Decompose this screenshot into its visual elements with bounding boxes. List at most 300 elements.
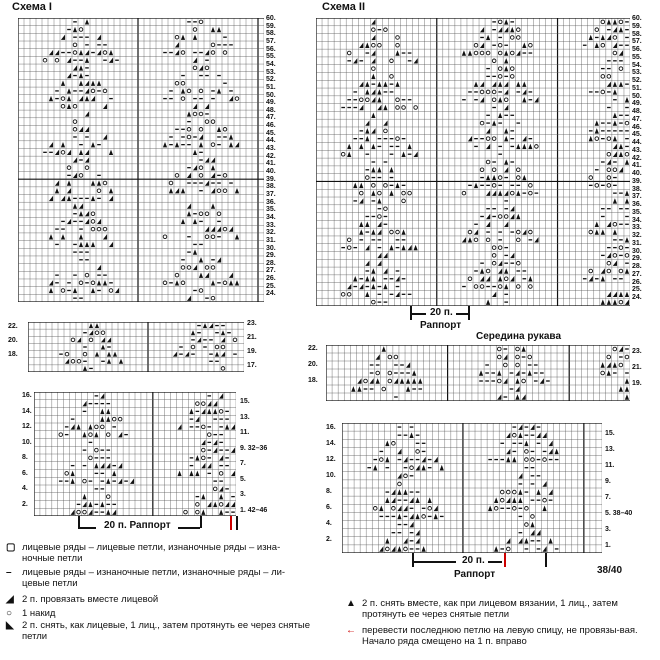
- stitch-symbol: [607, 176, 611, 180]
- stitch-symbol: [607, 299, 611, 304]
- stitch-symbol: [71, 478, 75, 483]
- stitch-symbol: [474, 81, 478, 86]
- stitch-symbol: [106, 409, 110, 414]
- stitch-symbol: [199, 65, 203, 70]
- stitch-symbol: [213, 487, 217, 491]
- stitch-symbol: [193, 219, 197, 224]
- stitch-symbol: [518, 538, 522, 544]
- stitch-symbol: [89, 330, 93, 335]
- stitch-symbol: [359, 191, 363, 195]
- stitch-symbol: [504, 128, 508, 133]
- row-number: 1. 42–46: [240, 506, 268, 514]
- stitch-symbol: [85, 242, 89, 247]
- stitch-symbol: [414, 245, 418, 250]
- stitch-symbol: [91, 96, 95, 101]
- stitch-symbol: [518, 432, 522, 438]
- stitch-symbol: [394, 355, 398, 359]
- stitch-symbol: [199, 127, 203, 131]
- stitch-symbol: [378, 191, 382, 195]
- stitch-symbol: [79, 65, 83, 70]
- row-number: 38.: [632, 185, 642, 193]
- stitch-symbol: [619, 144, 623, 149]
- stitch-symbol: [613, 299, 617, 304]
- stitch-symbol: [379, 458, 383, 462]
- stitch-symbol: [118, 432, 122, 437]
- stitch-symbol: [548, 489, 552, 495]
- stitch-symbol: [613, 362, 617, 368]
- stitch-symbol: [365, 245, 369, 250]
- stitch-symbol: [231, 471, 235, 476]
- stitch-symbol: [371, 167, 375, 172]
- stitch-symbol: [193, 265, 197, 270]
- stitch-symbol: [510, 51, 514, 55]
- stitch-symbol: [175, 273, 179, 277]
- stitch-symbol: [97, 81, 101, 86]
- stitch-symbol: [365, 222, 369, 227]
- stitch-symbol: [199, 112, 203, 116]
- stitch-symbol: [207, 463, 211, 468]
- stitch-symbol: [474, 43, 478, 47]
- stitch-symbol: [409, 522, 413, 528]
- stitch-symbol: [516, 168, 520, 172]
- stitch-symbol: [522, 379, 526, 383]
- stitch-symbol: [61, 35, 65, 40]
- stitch-symbol: [71, 509, 75, 514]
- stitch-symbol: [217, 257, 221, 262]
- stitch-symbol: [468, 50, 472, 55]
- stitch-symbol: [414, 58, 418, 63]
- stitch-symbol: [625, 292, 629, 297]
- stitch-symbol: [217, 226, 221, 231]
- row-number: 23.: [632, 348, 642, 355]
- row-number: 31.: [632, 239, 642, 247]
- row-number: 33.: [266, 221, 276, 229]
- stitch-symbol: [504, 277, 508, 281]
- stitch-symbol: [100, 463, 104, 468]
- stitch-symbol: [181, 35, 185, 40]
- stitch-symbol: [486, 35, 490, 40]
- stitch-symbol: [589, 176, 593, 180]
- stitch-symbol: [492, 246, 496, 250]
- stitch-symbol: [377, 105, 381, 110]
- stitch-symbol: [492, 190, 496, 195]
- stitch-symbol: [109, 58, 113, 63]
- stitch-symbol: [504, 66, 508, 71]
- stitch-symbol: [103, 280, 107, 285]
- stitch-symbol: [534, 97, 538, 102]
- stitch-symbol: [365, 260, 369, 265]
- stitch-symbol: [203, 323, 207, 328]
- stitch-symbol: [625, 386, 629, 392]
- stitch-symbol: [109, 289, 113, 293]
- stitch-symbol: [65, 352, 69, 356]
- stitch-symbol: [384, 184, 388, 188]
- row-number: 28.: [266, 259, 276, 267]
- stitch-symbol: [377, 167, 381, 172]
- stitch-symbol: [498, 215, 502, 219]
- stitch-symbol: [518, 497, 522, 503]
- stitch-symbol: [365, 128, 369, 133]
- stitch-symbol: [82, 494, 86, 499]
- stitch-symbol: [199, 257, 203, 262]
- stitch-symbol: [595, 43, 599, 48]
- stitch-symbol: [163, 142, 167, 147]
- stitch-symbol: [516, 190, 520, 195]
- stitch-symbol: [619, 20, 623, 24]
- stitch-symbol: [202, 425, 206, 429]
- stitch-symbol: [516, 214, 520, 219]
- stitch-symbol: [49, 288, 53, 293]
- scheme-2-middle-chart: [326, 345, 630, 401]
- stitch-symbol: [378, 215, 382, 219]
- stitch-symbol: [109, 242, 113, 247]
- row-number: 5.: [240, 475, 246, 483]
- stitch-symbol: [89, 323, 93, 328]
- row-number: 47.: [266, 114, 276, 122]
- stitch-symbol: [498, 81, 502, 86]
- stitch-symbol: [49, 234, 53, 239]
- stitch-symbol: [67, 180, 71, 185]
- stitch-symbol: [97, 189, 101, 193]
- stitch-symbol: [492, 90, 496, 94]
- stitch-symbol: [91, 142, 95, 147]
- stitch-symbol: [613, 43, 617, 48]
- scheme-2-title: Схема II: [322, 1, 366, 13]
- stitch-symbol: [79, 281, 83, 285]
- stitch-symbol: [409, 497, 413, 503]
- stitch-symbol: [498, 246, 502, 250]
- row-number: 33.: [632, 224, 642, 232]
- row-number: 54.: [266, 60, 276, 68]
- stitch-symbol: [385, 440, 389, 446]
- stitch-symbol: [619, 386, 623, 392]
- stitch-symbol: [540, 378, 544, 384]
- stitch-symbol: [67, 150, 71, 155]
- stitch-symbol: [506, 490, 510, 494]
- stitch-symbol: [219, 509, 223, 514]
- row-number: 4.: [326, 520, 332, 527]
- stitch-symbol: [193, 58, 197, 63]
- stitch-symbol: [55, 180, 59, 185]
- stitch-symbol: [211, 157, 215, 162]
- stitch-symbol: [61, 289, 65, 293]
- stitch-symbol: [372, 300, 376, 304]
- row-number: 19.: [247, 348, 257, 355]
- stitch-symbol: [187, 111, 191, 116]
- stitch-symbol: [205, 50, 209, 55]
- stitch-symbol: [223, 281, 227, 285]
- stitch-symbol: [613, 222, 617, 226]
- stitch-symbol: [118, 463, 122, 468]
- legend-text: лицевые ряды – изнаночные петли, изнаночные ряды – ли-цевые петли: [22, 567, 286, 589]
- stitch-symbol: [625, 378, 629, 384]
- stitch-symbol: [390, 59, 394, 63]
- stitch-symbol: [73, 43, 77, 47]
- stitch-symbol: [61, 234, 65, 239]
- stitch-symbol: [389, 245, 393, 250]
- stitch-symbol: [103, 181, 107, 185]
- stitch-symbol: [403, 505, 407, 511]
- stitch-symbol: [202, 456, 206, 460]
- stitch-symbol: [525, 458, 529, 462]
- stitch-symbol: [195, 471, 199, 476]
- stitch-symbol: [229, 280, 233, 285]
- stitch-symbol: [548, 538, 552, 544]
- stitch-symbol: [388, 355, 392, 359]
- row-number: 8.: [326, 488, 332, 495]
- stitch-symbol: [434, 514, 438, 520]
- stitch-symbol: [607, 292, 611, 297]
- row-number: 34.: [266, 213, 276, 221]
- row-number: 24.: [266, 290, 276, 298]
- legend-symbol-icon: ◢: [6, 594, 14, 605]
- stitch-symbol: [201, 440, 205, 445]
- stitch-symbol: [522, 229, 526, 234]
- stitch-symbol: [106, 478, 110, 483]
- stitch-symbol: [397, 505, 401, 511]
- stitch-symbol: [613, 81, 617, 86]
- stitch-symbol: [396, 106, 400, 110]
- stitch-symbol: [118, 417, 122, 421]
- row-number: 40.: [266, 168, 276, 175]
- stitch-symbol: [101, 425, 105, 429]
- stitch-symbol: [219, 393, 223, 398]
- stitch-symbol: [486, 238, 490, 242]
- stitch-symbol: [106, 495, 110, 499]
- row-number: 10.: [22, 438, 32, 446]
- stitch-symbol: [187, 135, 191, 139]
- stitch-symbol: [193, 104, 197, 109]
- stitch-symbol: [378, 43, 382, 47]
- stitch-symbol: [504, 167, 508, 172]
- stitch-symbol: [383, 120, 387, 125]
- stitch-symbol: [109, 50, 113, 55]
- stitch-symbol: [223, 51, 227, 55]
- stitch-symbol: [625, 198, 629, 203]
- stitch-symbol: [589, 269, 593, 273]
- stitch-symbol: [97, 280, 101, 285]
- stitch-symbol: [474, 229, 478, 234]
- stitch-symbol: [524, 538, 528, 544]
- stitch-symbol: [392, 441, 396, 445]
- row-number: 17.: [247, 362, 257, 369]
- stitch-symbol: [163, 235, 167, 239]
- stitch-symbol: [219, 472, 223, 476]
- stitch-symbol: [73, 157, 77, 162]
- stitch-symbol: [371, 74, 375, 79]
- stitch-symbol: [359, 222, 363, 227]
- stitch-symbol: [205, 235, 209, 239]
- stitch-symbol: [91, 81, 95, 86]
- stitch-symbol: [518, 489, 522, 495]
- stitch-symbol: [193, 165, 197, 170]
- stitch-symbol: [529, 184, 533, 188]
- stitch-symbol: [199, 166, 203, 170]
- stitch-symbol: [61, 196, 65, 201]
- stitch-symbol: [504, 27, 508, 32]
- stitch-symbol: [506, 457, 510, 463]
- stitch-symbol: [595, 229, 599, 234]
- stitch-symbol: [231, 424, 235, 429]
- stitch-symbol: [97, 227, 101, 231]
- stitch-symbol: [235, 280, 239, 285]
- stitch-symbol: [229, 96, 233, 101]
- stitch-symbol: [516, 144, 520, 149]
- stitch-symbol: [389, 190, 393, 195]
- stitch-symbol: [529, 230, 533, 234]
- stitch-symbol: [504, 89, 508, 94]
- stitch-symbol: [529, 43, 533, 47]
- stitch-symbol: [513, 506, 517, 510]
- stitch-symbol: [619, 67, 623, 71]
- stitch-symbol: [525, 450, 529, 454]
- stitch-symbol: [589, 276, 593, 281]
- stitch-symbol: [207, 433, 211, 437]
- row-number: 56.: [632, 46, 642, 53]
- stitch-symbol: [97, 50, 101, 55]
- stitch-symbol: [503, 378, 507, 384]
- rapport-caption-scheme-1: 20 п. Раппорт: [104, 520, 171, 531]
- stitch-symbol: [118, 478, 122, 483]
- stitch-symbol: [382, 346, 386, 352]
- stitch-symbol: [515, 394, 519, 400]
- stitch-symbol: [235, 234, 239, 239]
- row-number: 59.: [632, 22, 642, 30]
- row-number: 37.: [632, 193, 642, 201]
- stitch-symbol: [498, 27, 502, 32]
- stitch-symbol: [217, 212, 221, 216]
- stitch-symbol: [211, 296, 215, 300]
- stitch-symbol: [395, 50, 399, 55]
- stitch-symbol: [61, 104, 65, 108]
- row-number: 24.: [632, 294, 642, 301]
- stitch-symbol: [235, 142, 239, 147]
- stitch-symbol: [522, 97, 526, 102]
- stitch-symbol: [201, 494, 205, 499]
- stitch-symbol: [398, 482, 402, 486]
- stitch-symbol: [371, 113, 375, 118]
- stitch-symbol: [506, 432, 510, 438]
- stitch-symbol: [522, 43, 526, 48]
- row-number: 56.: [266, 45, 276, 53]
- stitch-symbol: [67, 219, 71, 224]
- stitch-symbol: [504, 268, 508, 273]
- stitch-symbol: [503, 354, 507, 360]
- row-number: 7.: [240, 460, 246, 467]
- rapport-bottom-tick-right: [504, 553, 506, 567]
- stitch-symbol: [474, 238, 478, 242]
- stitch-symbol: [607, 137, 611, 141]
- stitch-symbol: [601, 268, 605, 273]
- stitch-symbol: [625, 394, 629, 400]
- scheme-1-middle-chart: [28, 322, 244, 372]
- stitch-symbol: [498, 97, 502, 102]
- stitch-symbol: [85, 50, 89, 55]
- row-number: 32.: [266, 229, 276, 237]
- stitch-symbol: [91, 89, 95, 93]
- stitch-symbol: [414, 151, 418, 156]
- stitch-symbol: [480, 27, 484, 32]
- stitch-symbol: [504, 98, 508, 102]
- stitch-symbol: [383, 81, 387, 86]
- stitch-symbol: [372, 43, 376, 47]
- stitch-symbol: [77, 510, 81, 514]
- row-number: 47.: [632, 115, 642, 123]
- stitch-symbol: [377, 260, 381, 265]
- stitch-symbol: [181, 51, 185, 55]
- stitch-symbol: [97, 219, 101, 224]
- stitch-symbol: [497, 355, 501, 359]
- stitch-symbol: [397, 473, 401, 479]
- row-number: 22.: [308, 345, 318, 352]
- stitch-symbol: [169, 188, 173, 193]
- legend-text: перевести последнюю петлю на левую спицу, не провязы-вая. Начало ряда смещено на 1 п. вправо: [362, 625, 638, 647]
- stitch-symbol: [531, 515, 535, 519]
- stitch-symbol: [213, 401, 217, 406]
- stitch-symbol: [498, 268, 502, 273]
- stitch-symbol: [403, 538, 407, 544]
- stitch-symbol: [371, 144, 375, 149]
- stitch-symbol: [347, 51, 351, 55]
- stitch-symbol: [518, 473, 522, 479]
- stitch-symbol: [480, 43, 484, 48]
- stitch-symbol: [543, 498, 547, 502]
- stitch-symbol: [474, 285, 478, 289]
- stitch-symbol: [498, 20, 502, 24]
- stitch-symbol: [462, 50, 466, 55]
- stitch-symbol: [175, 81, 179, 85]
- stitch-symbol: [462, 237, 466, 242]
- stitch-symbol: [404, 474, 408, 478]
- stitch-symbol: [100, 409, 104, 414]
- stitch-symbol: [422, 457, 426, 463]
- stitch-symbol: [101, 345, 105, 350]
- stitch-symbol: [67, 58, 71, 63]
- stitch-symbol: [365, 43, 369, 48]
- stitch-symbol: [371, 89, 375, 94]
- stitch-symbol: [595, 184, 599, 188]
- row-number: 9. 32–36: [240, 444, 268, 452]
- row-number: 23.: [247, 320, 257, 327]
- stitch-symbol: [65, 472, 69, 476]
- stitch-symbol: [589, 230, 593, 234]
- stitch-symbol: [607, 269, 611, 273]
- row-number: 46.: [266, 122, 276, 130]
- scheme-1-upper-chart: [18, 18, 264, 302]
- stitch-symbol: [516, 230, 520, 234]
- stitch-symbol: [512, 457, 516, 463]
- row-number: 41.: [266, 160, 276, 168]
- stitch-symbol: [510, 75, 514, 79]
- stitch-symbol: [498, 276, 502, 281]
- stitch-symbol: [494, 506, 498, 510]
- stitch-symbol: [510, 67, 514, 71]
- stitch-symbol: [107, 352, 111, 357]
- stitch-symbol: [497, 347, 501, 351]
- stitch-symbol: [359, 229, 363, 234]
- stitch-symbol: [187, 266, 191, 270]
- stitch-symbol: [492, 120, 496, 125]
- row-number: 29.: [632, 255, 642, 263]
- stitch-symbol: [85, 127, 89, 132]
- row-number: 2.: [22, 500, 28, 508]
- stitch-symbol: [196, 503, 200, 507]
- stitch-symbol: [468, 136, 472, 141]
- stitch-symbol: [607, 81, 611, 86]
- stitch-symbol: [119, 359, 123, 364]
- stitch-symbol: [88, 424, 92, 429]
- stitch-symbol: [589, 136, 593, 141]
